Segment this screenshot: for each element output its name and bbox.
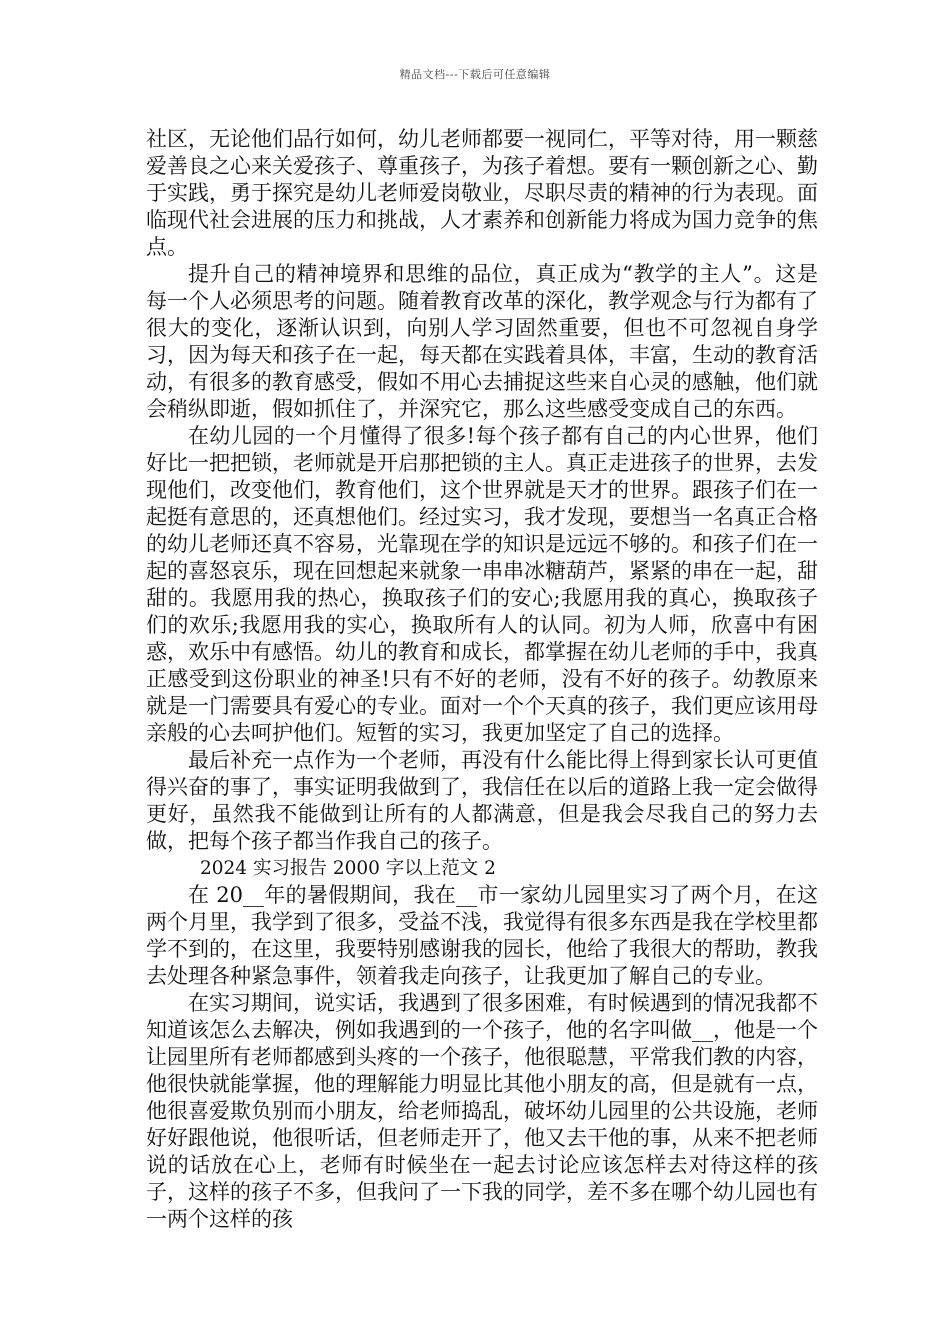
section-heading: 2024 实习报告 2000 字以上范文 2	[200, 858, 496, 879]
page-header: 精品文档---下载后可任意编辑	[399, 68, 551, 81]
paragraph-5: 在 20__年的暑假期间，我在__市一家幼儿园里实习了两个月，在这两个月里，我学到了很多，受益不浅，我觉得有很多东西是我在学校里都学不到的，在这里，我要特别感谢我的园长，他给了我很大的帮助，教我去处理各种紧急事件，领着我走向孩子，让我更加了解自己的专业。	[146, 883, 818, 988]
paragraph-1: 社区，无论他们品行如何，幼儿老师都要一视同仁，平等对待，用一颗慈爱善良之心来关爱孩子、尊重孩子，为孩子着想。要有一颗创新之心、勤于实践，勇于探究是幼儿老师爱岗敬业，尽职尽责的精神的行为表现。面临现代社会进展的压力和挑战，人才素养和创新能力将成为国力竞争的焦点。	[146, 127, 818, 259]
paragraph-3: 在幼儿园的一个月懂得了很多!每个孩子都有自己的内心世界，他们好比一把把锁，老师就是开启那把锁的主人。真正走进孩子的世界，去发现他们，改变他们，教育他们，这个世界就是天才的世界。跟孩子们在一起挺有意思的，还真想他们。经过实习，我才发现，要想当一名真正合格的幼儿老师还真不容易，光靠现在学的知识是远远不够的。和孩子们在一起的喜怒哀乐，现在回想起来就象一串串冰糖葫芦，紧紧的串在一起，甜甜的。我愿用我的热心，换取孩子们的安心;我愿用我的真心，换取孩子们的欢乐;我愿用我的实心，换取所有人的认同。初为人师，欣喜中有困惑，欢乐中有感悟。幼儿的教育和成长，都掌握在幼儿老师的手中，我真正感受到这份职业的神圣!只有不好的老师，没有不好的孩子。幼教原来就是一门需要具有爱心的专业。面对一个个天真的孩子，我们更应该用母亲般的心去呵护他们。短暂的实习，我更加坚定了自己的选择。	[146, 424, 818, 745]
paragraph-4: 最后补充一点作为一个老师，再没有什么能比得上得到家长认可更值得兴奋的事了，事实证明我做到了，我信任在以后的道路上我一定会做得更好，虽然我不能做到让所有的人都满意，但是我会尽我自己的努力去做，把每个孩子都当作我自己的孩子。	[146, 748, 818, 853]
paragraph-6: 在实习期间，说实话，我遇到了很多困难，有时候遇到的情况我都不知道该怎么去解决，例如我遇到的一个孩子，他的名字叫做__，他是一个让园里所有老师都感到头疼的一个孩子，他很聪慧，平常我们教的内容，他很快就能掌握，他的理解能力明显比其他小朋友的高，但是就有一点，他很喜爱欺负别而小朋友，给老师捣乱，破坏幼儿园里的公共设施，老师好好跟他说，他很听话，但老师走开了，他又去干他的事，从来不把老师说的话放在心上，老师有时候坐在一起去讨论应该怎样去对待这样的孩子，这样的孩子不多，但我问了一下我的同学，差不多在哪个幼儿园也有一两个这样的孩	[146, 991, 818, 1231]
paragraph-2: 提升自己的精神境界和思维的品位，真正成为“教学的主人”。这是每一个人必须思考的问题。随着教育改革的深化，教学观念与行为都有了很大的变化，逐渐认识到，向别人学习固然重要，但也不可忽视自身学习，因为每天和孩子在一起，每天都在实践着具体，丰富，生动的教育活动，有很多的教育感受，假如不用心去捕捉这些来自心灵的感触，他们就会稍纵即逝，假如抓住了，并深究它，那么这些感受变成自己的东西。	[146, 262, 818, 421]
document-body	[146, 126, 818, 1233]
